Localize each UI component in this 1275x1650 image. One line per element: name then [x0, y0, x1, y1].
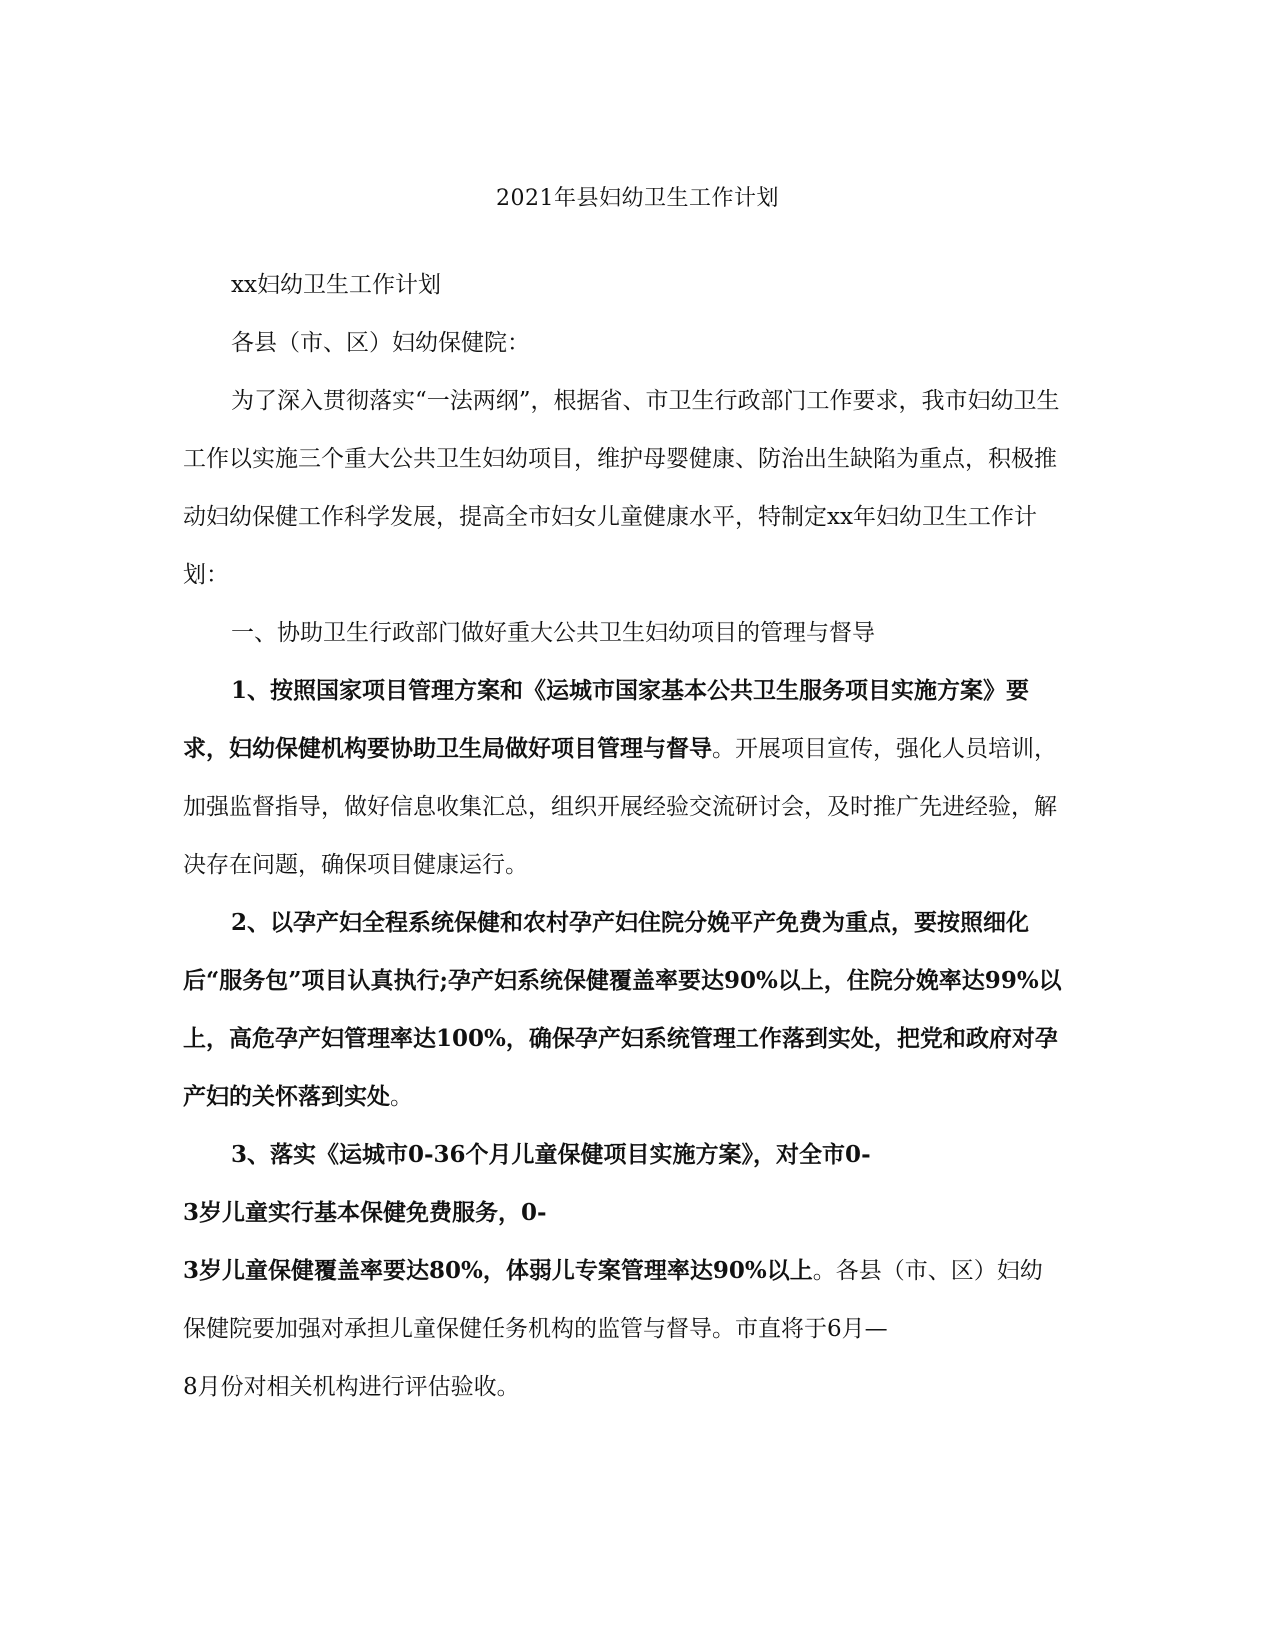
item-3-line-2: 3岁儿童实行基本保健免费服务，0- [183, 1199, 547, 1226]
item-3-text: 。各县（市、区）妇幼保健院要加强对承担儿童保健任务机构的监管与督导。市直将于6月— [183, 1258, 1043, 1342]
item-3-bold-text: 3岁儿童保健覆盖率要达80%，体弱儿专案管理率达90%以上 [183, 1257, 813, 1284]
item-1-bold-text: 1、按照国家项目管理方案和《运城市国家基本公共卫生服务项目实施方案》要求，妇幼保健机构要协助卫生局做好项目管理与督导 [183, 677, 1030, 762]
addressee: 各县（市、区）妇幼保健院： [231, 330, 530, 356]
item-2-bold-text: 2、以孕产妇全程系统保健和农村孕产妇住院分娩平产免费为重点，要按照细化后“服务包”项目认真执行;孕产妇系统保健覆盖率要达90%以上，住院分娩率达99%以上，高危孕产妇管理率达100%，确保孕产妇系统管理工作落到实处，把党和政府对孕产妇的关怀落到实处 [183, 909, 1062, 1110]
item-2-paragraph [183, 894, 1063, 1126]
item-3-line-1: 3、落实《运城市0-36个月儿童保健项目实施方案》，对全市0- [231, 1141, 871, 1168]
item-3-line-4: 8月份对相关机构进行评估验收。 [183, 1374, 520, 1400]
item-1-text: 。开展项目宣传，强化人员培训，加强监督指导，做好信息收集汇总，组织开展经验交流研讨会，及时推广先进经验，解决存在问题，确保项目健康运行。 [183, 736, 1057, 878]
document-body [183, 256, 1063, 1416]
section-heading-1: 一、协助卫生行政部门做好重大公共卫生妇幼项目的管理与督导 [231, 620, 875, 646]
item-1-paragraph [183, 662, 1063, 894]
item-3-line-3 [183, 1242, 1063, 1358]
item-2-text: 。 [390, 1084, 413, 1110]
intro-paragraph: 为了深入贯彻落实“一法两纲”，根据省、市卫生行政部门工作要求，我市妇幼卫生工作以实施三个重大公共卫生妇幼项目，维护母婴健康、防治出生缺陷为重点，积极推动妇幼保健工作科学发展，提高全市妇女儿童健康水平，特制定xx年妇幼卫生工作计划： [183, 388, 1060, 588]
document-title: 2021年县妇幼卫生工作计划 [496, 186, 779, 211]
document-subtitle: xx妇幼卫生工作计划 [231, 272, 441, 298]
